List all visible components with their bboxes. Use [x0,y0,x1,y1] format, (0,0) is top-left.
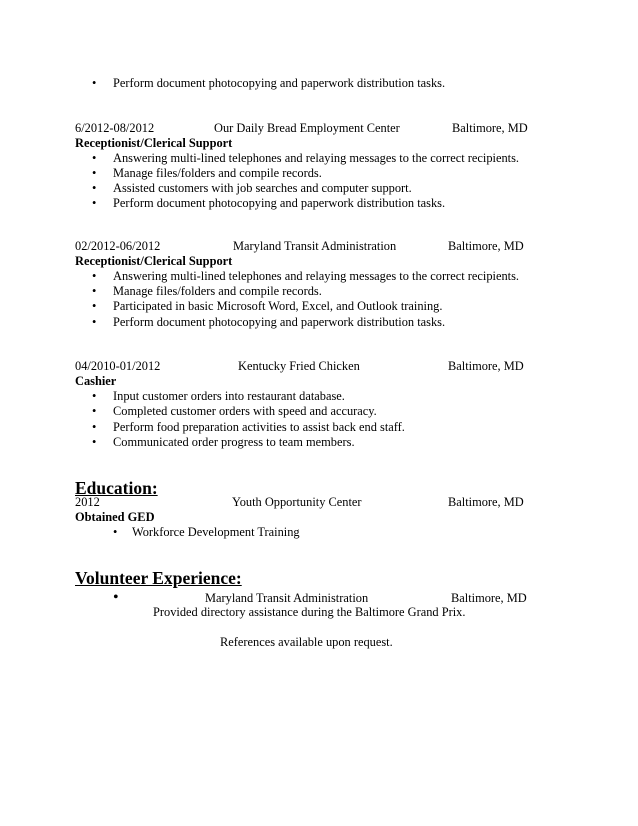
list-item: Answering multi-lined telephones and relaying messages to the correct recipients. [113,269,520,283]
job-location: Baltimore, MD [448,239,524,253]
volunteer-description: Provided directory assistance during the Baltimore Grand Prix. [153,605,466,619]
bullet-icon: • [92,404,97,418]
job-dates: 02/2012-06/2012 [75,239,161,253]
education-credential: Obtained GED [75,510,155,524]
list-item: Perform food preparation activities to assist back end staff. [113,420,405,434]
list-item: Assisted customers with job searches and computer support. [113,181,412,195]
bullet-icon: • [92,196,97,210]
volunteer-location: Baltimore, MD [451,591,527,605]
job-employer: Kentucky Fried Chicken [238,359,360,373]
bullet-icon: • [92,435,97,449]
list-item: Manage files/folders and compile records. [113,284,322,298]
list-item: Completed customer orders with speed and accuracy. [113,404,377,418]
section-heading-education: Education: [75,478,158,498]
job-employer: Maryland Transit Administration [233,239,397,253]
list-item: Perform document photocopying and paperwork distribution tasks. [113,196,446,210]
job-dates: 6/2012-08/2012 [75,121,155,135]
bullet-icon: • [113,525,118,539]
list-item: Communicated order progress to team members. [113,435,355,449]
education-location: Baltimore, MD [448,495,524,509]
job-title: Receptionist/Clerical Support [75,136,233,150]
list-item: Perform document photocopying and paperwork distribution tasks. [113,315,446,329]
list-item: Input customer orders into restaurant database. [113,389,345,403]
list-item: Perform document photocopying and paperwork distribution tasks. [113,76,446,90]
bullet-icon: • [92,299,97,313]
job-title: Cashier [75,374,117,388]
education-year: 2012 [75,495,100,509]
bullet-icon: • [92,420,97,434]
bullet-icon: • [92,76,97,90]
references-note: References available upon request. [220,635,393,649]
bullet-icon: • [92,269,97,283]
list-item: Manage files/folders and compile records. [113,166,322,180]
job-location: Baltimore, MD [448,359,524,373]
job-employer: Our Daily Bread Employment Center [214,121,400,135]
bullet-icon: • [92,151,97,165]
bullet-icon: • [92,389,97,403]
section-heading-volunteer: Volunteer Experience: [75,568,242,588]
job-location: Baltimore, MD [452,121,528,135]
bullet-icon: • [113,589,119,606]
job-dates: 04/2010-01/2012 [75,359,161,373]
education-institution: Youth Opportunity Center [232,495,362,509]
list-item: Answering multi-lined telephones and relaying messages to the correct recipients. [113,151,520,165]
bullet-icon: • [92,166,97,180]
bullet-icon: • [92,181,97,195]
job-title: Receptionist/Clerical Support [75,254,233,268]
volunteer-organization: Maryland Transit Administration [205,591,369,605]
bullet-icon: • [92,315,97,329]
list-item: Workforce Development Training [132,525,300,539]
list-item: Participated in basic Microsoft Word, Excel, and Outlook training. [113,299,443,313]
bullet-icon: • [92,284,97,298]
